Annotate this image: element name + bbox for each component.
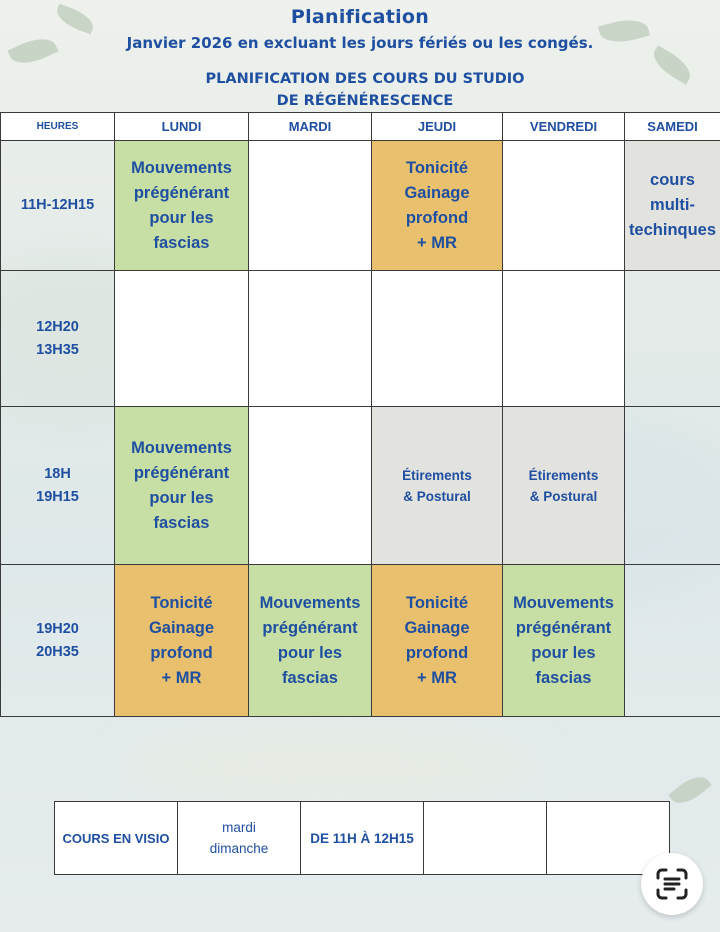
column-header-hours: HEURES bbox=[1, 113, 115, 141]
visio-time: DE 11H À 12H15 bbox=[301, 802, 424, 875]
schedule-body bbox=[1, 141, 720, 717]
class-name-line: & Postural bbox=[529, 488, 598, 504]
class-name-line: cours bbox=[650, 171, 695, 189]
class-name-line: prégénérant bbox=[515, 618, 612, 637]
class-name-line: pour les bbox=[149, 208, 214, 227]
visio-row bbox=[55, 802, 670, 875]
class-cell bbox=[625, 141, 720, 271]
class-name-line: Étirements bbox=[528, 467, 599, 483]
empty-cell bbox=[625, 565, 720, 717]
class-name-line: Gainage bbox=[404, 183, 470, 202]
class-name-line: prégénérant bbox=[133, 183, 230, 202]
visio-days bbox=[178, 802, 301, 875]
class-name-line: Mouvements bbox=[259, 593, 361, 612]
class-name-line: fascias bbox=[535, 668, 592, 687]
class-name-line: fascias bbox=[153, 513, 210, 532]
class-name-line: Étirements bbox=[402, 467, 472, 483]
schedule-table bbox=[0, 112, 720, 717]
class-name-line: + MR bbox=[161, 668, 202, 687]
column-header-lundi: LUNDI bbox=[115, 113, 249, 141]
empty-cell bbox=[503, 141, 625, 271]
time-slot bbox=[1, 407, 115, 565]
empty-cell bbox=[372, 271, 503, 407]
text-scan-button[interactable] bbox=[641, 853, 703, 915]
class-cell bbox=[503, 565, 625, 717]
empty-cell bbox=[249, 141, 372, 271]
class-name-line: fascias bbox=[153, 233, 210, 252]
empty-cell bbox=[625, 407, 720, 565]
empty-cell bbox=[115, 271, 249, 407]
visio-label: COURS EN VISIO bbox=[55, 802, 178, 875]
schedule-header-row bbox=[1, 113, 720, 141]
time-slot-label: 12H20 bbox=[36, 318, 79, 335]
class-name-line: pour les bbox=[531, 643, 596, 662]
time-slot bbox=[1, 271, 115, 407]
visio-day: mardi bbox=[222, 820, 256, 835]
class-name-line: + MR bbox=[417, 668, 457, 687]
studio-title bbox=[0, 68, 720, 112]
page-title: Planification bbox=[290, 6, 430, 28]
class-name-line: + MR bbox=[417, 233, 457, 252]
class-cell bbox=[372, 407, 503, 565]
class-cell bbox=[249, 565, 372, 717]
time-slot-label: 20H35 bbox=[36, 643, 79, 660]
time-slot bbox=[1, 141, 115, 271]
class-cell bbox=[115, 141, 249, 271]
class-name-line: fascias bbox=[282, 668, 338, 687]
class-name-line: Tonicité bbox=[150, 593, 213, 612]
class-name-line: prégénérant bbox=[262, 618, 358, 637]
class-name-line: techinques bbox=[628, 221, 717, 239]
class-name-line: pour les bbox=[277, 643, 343, 662]
column-header-mardi: MARDI bbox=[249, 113, 372, 141]
time-slot-label: 19H20 bbox=[36, 620, 79, 637]
class-cell bbox=[372, 565, 503, 717]
visio-empty-cell bbox=[424, 802, 547, 875]
empty-cell bbox=[503, 271, 625, 407]
class-cell bbox=[115, 407, 249, 565]
empty-cell bbox=[249, 271, 372, 407]
studio-title-line1: PLANIFICATION DES COURS DU STUDIO bbox=[205, 71, 525, 87]
time-slot-label: 13H35 bbox=[36, 341, 79, 358]
class-cell bbox=[372, 141, 503, 271]
schedule-row bbox=[1, 141, 720, 271]
studio-title-line2: DE RÉGÉNÉRESCENCE bbox=[276, 93, 454, 109]
schedule-row bbox=[1, 271, 720, 407]
class-name-line: profond bbox=[405, 208, 469, 227]
class-name-line: prégénérant bbox=[133, 463, 230, 482]
class-name-line: Tonicité bbox=[405, 158, 469, 177]
time-slot bbox=[1, 565, 115, 717]
column-header-jeudi: JEUDI bbox=[372, 113, 503, 141]
column-header-samedi: SAMEDI bbox=[625, 113, 720, 141]
visio-table bbox=[54, 801, 670, 875]
empty-cell bbox=[625, 271, 720, 407]
time-slot-label: 18H bbox=[44, 465, 71, 482]
class-name-line: Mouvements bbox=[131, 158, 232, 177]
schedule-row bbox=[1, 565, 720, 717]
time-slot-label: 19H15 bbox=[36, 488, 79, 505]
class-name-line: Tonicité bbox=[405, 593, 469, 612]
class-name-line: profond bbox=[405, 643, 469, 662]
class-cell bbox=[503, 407, 625, 565]
class-name-line: multi- bbox=[650, 196, 695, 214]
empty-cell bbox=[249, 407, 372, 565]
class-name-line: Mouvements bbox=[513, 593, 614, 612]
visio-day: dimanche bbox=[209, 841, 269, 856]
class-name-line: pour les bbox=[149, 488, 214, 507]
class-name-line: Gainage bbox=[404, 618, 470, 637]
text-scan-icon bbox=[654, 866, 690, 902]
schedule-row bbox=[1, 407, 720, 565]
class-name-line: Gainage bbox=[148, 618, 215, 637]
page-subtitle: Janvier 2026 en excluant les jours fériés ou les congés. bbox=[126, 34, 594, 52]
class-name-line: Mouvements bbox=[131, 438, 232, 457]
column-header-vendredi: VENDREDI bbox=[503, 113, 625, 141]
class-cell bbox=[115, 565, 249, 717]
class-name-line: profond bbox=[150, 643, 213, 662]
class-name-line: & Postural bbox=[403, 488, 471, 504]
time-slot-label: 11H-12H15 bbox=[20, 197, 95, 213]
